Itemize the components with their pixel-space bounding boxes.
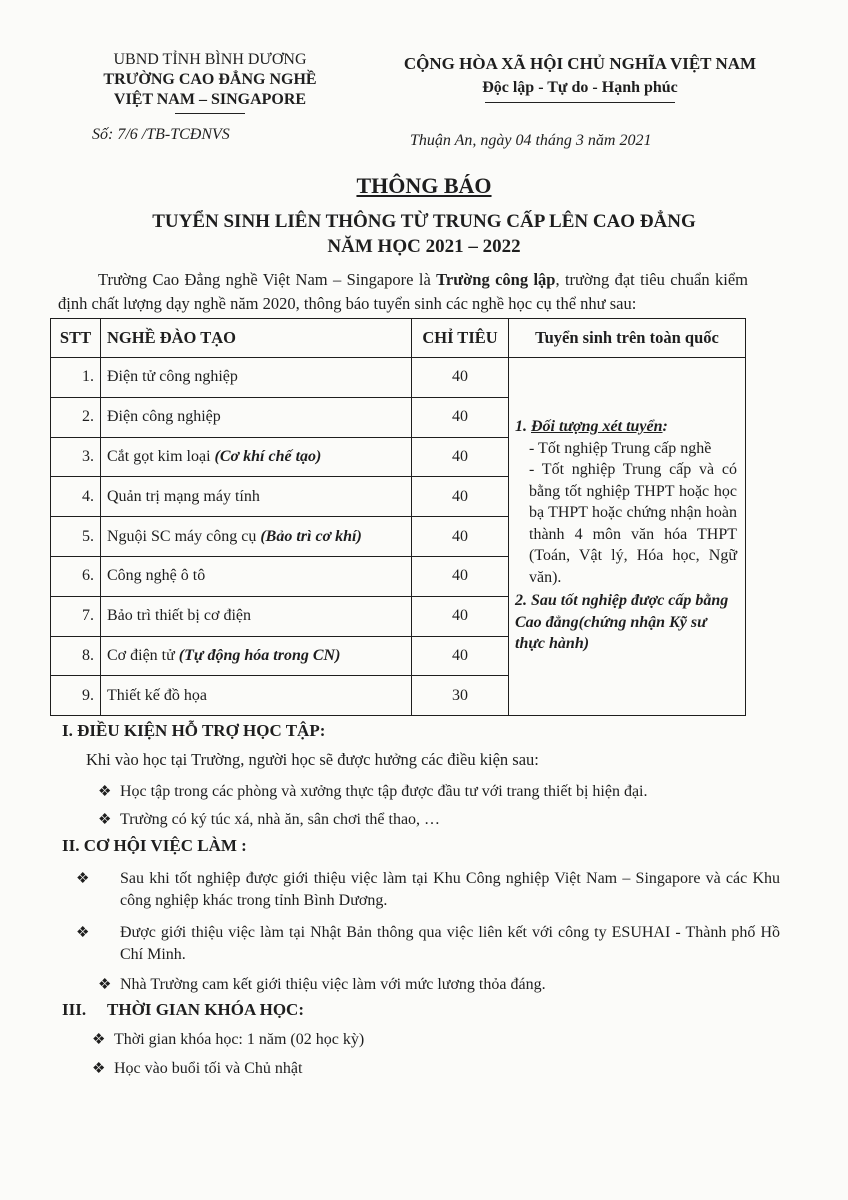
date-line: Thuận An, ngày 04 tháng 3 năm 2021	[410, 132, 652, 149]
issuer-school-line1: TRƯỜNG CAO ĐẲNG NGHỀ	[103, 71, 317, 88]
row-program	[101, 397, 412, 437]
diamond-cluster-icon: ❖	[92, 1032, 106, 1048]
diamond-cluster-icon: ❖	[92, 1061, 106, 1077]
section-3-heading: III. THỜI GIAN KHÓA HỌC:	[62, 1000, 304, 1019]
issuer-block	[60, 50, 360, 114]
row-program	[101, 676, 412, 716]
document-subtitle: TUYỂN SINH LIÊN THÔNG TỪ TRUNG CẤP LÊN CAO ĐẲNG	[152, 211, 696, 232]
diamond-cluster-icon: ❖	[98, 977, 112, 993]
list-item: ❖ Thời gian khóa học: 1 năm (02 học kỳ)	[92, 1029, 752, 1051]
list-item: ❖ Nhà Trường cam kết giới thiệu việc làm với mức lương thỏa đáng.	[98, 974, 758, 996]
intro-text-1: Trường Cao Đẳng nghề Việt Nam – Singapore là	[98, 270, 437, 289]
row-stt: 3.	[51, 437, 101, 477]
program-name: Cắt gọt kim loại	[107, 447, 215, 465]
section-1-heading: I. ĐIỀU KIỆN HỖ TRỢ HỌC TẬP:	[62, 721, 326, 740]
national-motto-block	[380, 52, 780, 103]
row-quota: 40	[412, 596, 509, 636]
intro-bold: Trường công lập	[436, 270, 556, 289]
row-quota: 30	[412, 676, 509, 716]
row-program	[101, 517, 412, 557]
diamond-cluster-icon: ❖	[98, 812, 112, 828]
row-quota: 40	[412, 636, 509, 676]
program-name: Công nghệ ô tô	[107, 567, 206, 585]
row-stt: 6.	[51, 556, 101, 596]
admission-info-cell	[509, 358, 746, 716]
list-item: ❖ Sau khi tốt nghiệp được giới thiệu việc làm tại Khu Công nghiệp Việt Nam – Singapore và các Khu công nghiệp khác trong tỉnh Bình Dương.	[76, 870, 780, 909]
issuer-underline	[175, 113, 245, 114]
document-number: Số: 7/6 /TB-TCĐNVS	[92, 126, 230, 143]
program-note: (Bảo trì cơ khí)	[260, 527, 362, 545]
national-title: CỘNG HÒA XÃ HỘI CHỦ NGHĨA VIỆT NAM	[403, 54, 757, 73]
list-item: ❖ Học tập trong các phòng và xưởng thực tập được đầu tư với trang thiết bị hiện đại.	[98, 781, 758, 803]
row-quota: 40	[412, 358, 509, 398]
intro-text-2: , trường đạt tiêu chuẩn kiểm định chất lượng dạy nghề năm 2020, thông báo tuyển sinh các nghề học cụ thể như sau:	[58, 270, 748, 313]
document-title: THÔNG BÁO	[356, 173, 492, 198]
admission-heading-2: 2. Sau tốt nghiệp được cấp bằng Cao đẳng(chứng nhận Kỹ sư thực hành)	[515, 592, 729, 652]
motto-underline	[485, 102, 675, 103]
section-2-heading: II. CƠ HỘI VIỆC LÀM :	[62, 836, 247, 855]
program-name: Thiết kế đồ họa	[107, 686, 207, 704]
header-nationwide: Tuyển sinh trên toàn quốc	[509, 319, 746, 358]
header-program: NGHỀ ĐÀO TẠO	[101, 319, 412, 358]
row-stt: 9.	[51, 676, 101, 716]
program-note: (Cơ khí chế tạo)	[214, 447, 322, 465]
row-stt: 7.	[51, 596, 101, 636]
diamond-cluster-icon: ❖	[76, 871, 90, 887]
list-item: ❖ Học vào buổi tối và Chủ nhật	[92, 1058, 752, 1080]
row-program	[101, 636, 412, 676]
program-name: Điện công nghiệp	[107, 408, 221, 426]
program-name: Quản trị mạng máy tính	[107, 487, 260, 505]
row-program	[101, 358, 412, 398]
program-name: Nguội SC máy công cụ	[107, 527, 261, 545]
row-stt: 1.	[51, 358, 101, 398]
diamond-cluster-icon: ❖	[98, 784, 112, 800]
header-stt: STT	[51, 319, 101, 358]
program-note: (Tự động hóa trong CN)	[178, 646, 341, 664]
list-item: ❖ Được giới thiệu việc làm tại Nhật Bản thông qua việc liên kết với công ty ESUHAI - Thành phố Hồ Chí Minh.	[76, 924, 780, 963]
row-program	[101, 556, 412, 596]
section-1-intro: Khi vào học tại Trường, người học sẽ được hưởng các điều kiện sau:	[86, 750, 539, 769]
national-motto: Độc lập - Tự do - Hạnh phúc	[482, 79, 678, 96]
table-row	[51, 358, 746, 398]
row-quota: 40	[412, 517, 509, 557]
row-stt: 2.	[51, 397, 101, 437]
row-stt: 8.	[51, 636, 101, 676]
program-name: Điện tử công nghiệp	[107, 368, 238, 386]
table-header-row	[51, 319, 746, 358]
row-quota: 40	[412, 477, 509, 517]
row-quota: 40	[412, 556, 509, 596]
admission-criterion-1: - Tốt nghiệp Trung cấp nghề	[529, 439, 712, 457]
header-quota: CHỈ TIÊU	[412, 319, 509, 358]
row-stt: 4.	[51, 477, 101, 517]
diamond-cluster-icon: ❖	[76, 925, 90, 941]
row-program	[101, 596, 412, 636]
row-program	[101, 437, 412, 477]
issuer-school-line2: VIỆT NAM – SINGAPORE	[113, 91, 307, 108]
school-year: NĂM HỌC 2021 – 2022	[327, 236, 521, 257]
row-quota: 40	[412, 397, 509, 437]
intro-paragraph	[58, 268, 748, 316]
admission-criterion-2: - Tốt nghiệp Trung cấp và có bằng tốt nghiệp THPT hoặc học bạ THPT hoặc chứng nhận hoàn thành 4 môn văn hóa THPT (Toán, Vật lý, Hóa học, Ngữ văn).	[529, 461, 737, 586]
row-stt: 5.	[51, 517, 101, 557]
admission-heading-1: 1. Đối tượng xét tuyển:	[515, 418, 668, 435]
programs-table	[50, 318, 746, 716]
row-quota: 40	[412, 437, 509, 477]
program-name: Cơ điện tử	[107, 646, 179, 664]
row-program	[101, 477, 412, 517]
issuer-org: UBND TỈNH BÌNH DƯƠNG	[113, 51, 307, 68]
list-item: ❖ Trường có ký túc xá, nhà ăn, sân chơi thể thao, …	[98, 809, 758, 831]
program-name: Bảo trì thiết bị cơ điện	[107, 607, 251, 625]
